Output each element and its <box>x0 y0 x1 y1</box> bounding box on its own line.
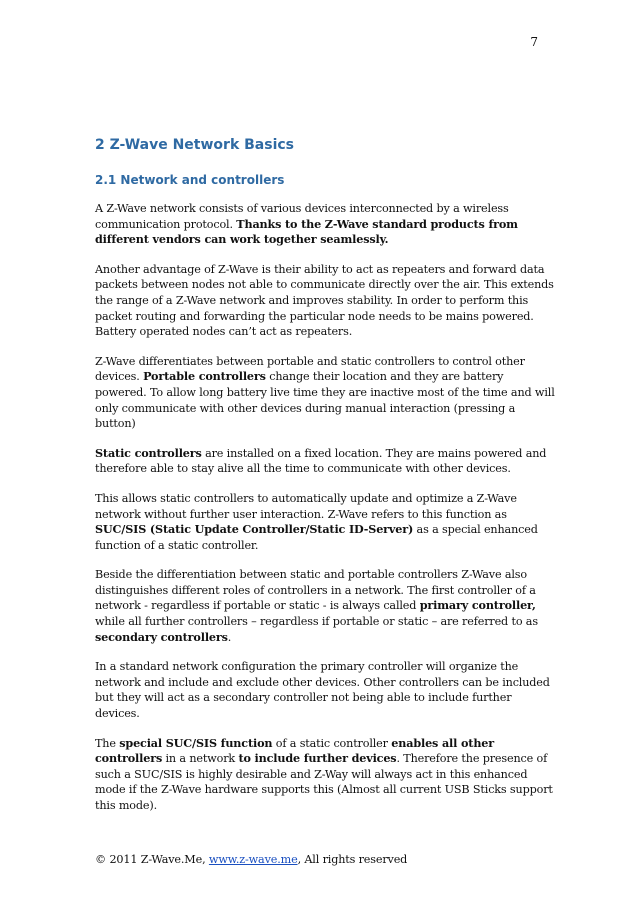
paragraph-static-controllers <box>95 446 555 477</box>
paragraph-text: . <box>227 630 232 644</box>
paragraph-emphasis: Portable controllers <box>143 369 266 384</box>
page-content <box>95 136 555 828</box>
paragraph-intro <box>95 201 555 248</box>
paragraph-text: while all further controllers – regardless if portable or static – are referred to as <box>95 615 538 629</box>
footer-website-link[interactable]: www.z-wave.me <box>208 853 298 866</box>
paragraph-emphasis: primary controller, <box>419 598 536 613</box>
paragraph-controller-roles <box>95 567 555 645</box>
paragraph-text: The <box>95 736 120 750</box>
paragraph-text: are installed on a fixed location. They are mains powered and therefore able to stay alive all the time to communicate with other devices. <box>95 446 547 476</box>
footer-copyright: © 2011 Z-Wave.Me, <box>95 853 209 866</box>
section-heading: 2 Z-Wave Network Basics <box>95 137 295 153</box>
paragraph-text: In a standard network configuration the primary controller will organize the network and include and exclude other devices. Other controllers can be included but they will act as a secondary controller not being able to include further devices. <box>95 660 550 721</box>
paragraph-emphasis: Thanks to the Z-Wave standard products from different vendors can work together seamlessly. <box>95 216 518 247</box>
paragraph-text: change their location and they are battery powered. To allow long battery live time they are inactive most of the time and will only communicate with other devices during manual interaction (pressing a button) <box>95 370 555 431</box>
footer-rights: , All rights reserved <box>297 853 408 866</box>
paragraph-emphasis: Static controllers <box>95 445 202 460</box>
paragraph-text: of a static controller <box>272 736 392 750</box>
paragraph-repeaters <box>95 262 555 340</box>
paragraph-emphasis: to include further devices <box>238 751 397 766</box>
paragraph-text: as a special enhanced function of a static controller. <box>95 523 538 552</box>
paragraph-text: This allows static controllers to automatically update and optimize a Z-Wave network without further user interaction. Z-Wave refers to this function as <box>95 491 517 521</box>
paragraph-controller-types <box>95 354 555 432</box>
paragraph-text: Beside the differentiation between static and portable controllers Z-Wave also distinguishes different roles of controllers in a network. The first controller of a network - regardless if portable or static - is always called <box>95 568 536 613</box>
subsection-heading: 2.1 Network and controllers <box>95 173 285 187</box>
paragraph-suc-sis-function <box>95 736 555 814</box>
page-number: 7 <box>530 35 538 49</box>
page-footer <box>95 852 407 868</box>
paragraph-text: A Z-Wave network consists of various devices interconnected by a wireless communication protocol. <box>95 202 509 231</box>
paragraph-emphasis: SUC/SIS (Static Update Controller/Static ID-Server) <box>95 522 414 537</box>
paragraph-text: Another advantage of Z-Wave is their ability to act as repeaters and forward data packets between nodes not able to communicate directly over the air. This extends the range of a Z-Wave network and improves stability. In order to perform this packet routing and forwarding the particular node needs to be mains powered. Battery operated nodes can’t act as repeaters. <box>95 262 554 339</box>
paragraph-emphasis: enables all other controllers <box>95 735 495 766</box>
paragraph-text: in a network <box>162 752 239 766</box>
paragraph-emphasis: secondary controllers <box>95 629 228 644</box>
paragraph-text: Z-Wave differentiates between portable and static controllers to control other devices. <box>95 354 525 384</box>
paragraph-text: . Therefore the presence of such a SUC/SIS is highly desirable and Z-Way will always act in this enhanced mode if the Z-Wave hardware supports this (Almost all current USB Sticks support this mode). <box>95 752 553 812</box>
paragraph-standard-config <box>95 659 555 721</box>
paragraph-suc-sis <box>95 491 555 553</box>
paragraph-emphasis: special SUC/SIS function <box>119 735 273 750</box>
